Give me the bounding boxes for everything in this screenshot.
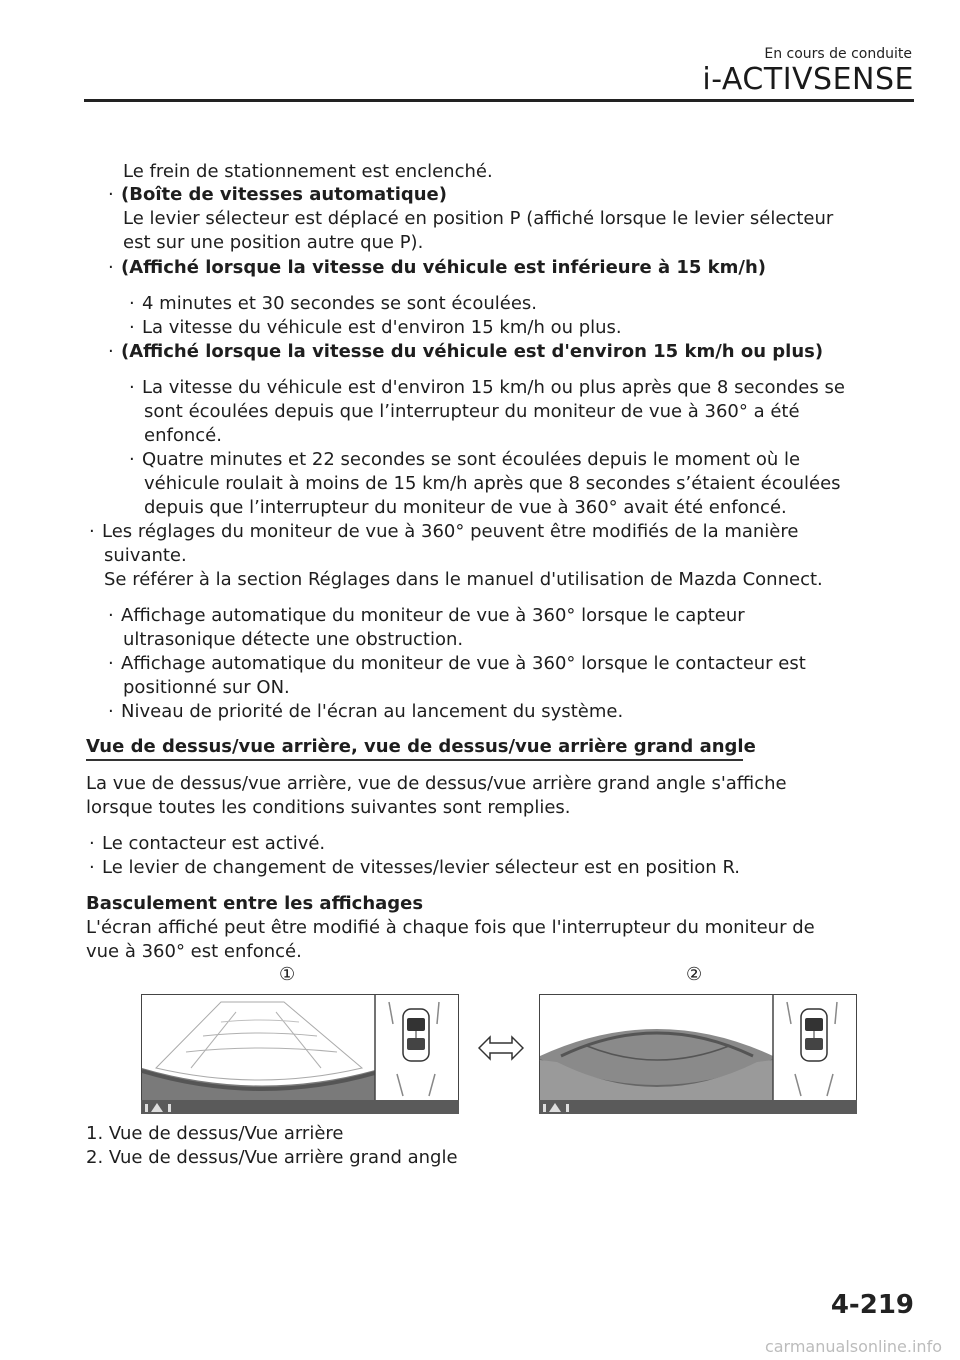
section-heading: i-ACTIVSENSE xyxy=(702,62,914,97)
bullet-item xyxy=(108,340,823,363)
bullet-dot: · xyxy=(108,184,114,205)
body-line: Se référer à la section Réglages dans le manuel d'utilisation de Mazda Connect. xyxy=(104,569,823,590)
sub-bullet-item xyxy=(108,652,806,675)
bullet-text: La vitesse du véhicule est d'environ 15 km/h ou plus après que 8 secondes se xyxy=(142,377,845,398)
car-top-view-icon xyxy=(801,1009,827,1061)
body-line: ultrasonique détecte une obstruction. xyxy=(123,629,464,650)
bullet-dot: · xyxy=(108,257,114,278)
callout-1: ① xyxy=(279,964,296,985)
body-line: positionné sur ON. xyxy=(123,677,290,698)
screen-top-wide-rear-view xyxy=(539,994,857,1114)
bullet-text: La vitesse du véhicule est d'environ 15 km/h ou plus. xyxy=(142,317,622,338)
sub-bullet-item xyxy=(129,292,537,315)
bullet-dot: · xyxy=(129,377,135,398)
body-line: suivante. xyxy=(104,545,187,566)
bullet-text: (Affiché lorsque la vitesse du véhicule est d'environ 15 km/h ou plus) xyxy=(121,341,824,362)
bullet-dot: · xyxy=(129,293,135,314)
bullet-item xyxy=(108,256,766,279)
body-line: vue à 360° est enfoncé. xyxy=(86,941,302,962)
bullet-dot: · xyxy=(108,341,114,362)
bullet-dot: · xyxy=(108,605,114,626)
double-arrow-icon xyxy=(478,1035,524,1061)
body-line: est sur une position autre que P). xyxy=(123,232,424,253)
bullet-dot: · xyxy=(108,653,114,674)
body-line: Le frein de stationnement est enclenché. xyxy=(123,161,493,182)
bullet-item xyxy=(89,520,798,543)
bullet-text: Niveau de priorité de l'écran au lancement du système. xyxy=(121,701,624,722)
body-line: lorsque toutes les conditions suivantes sont remplies. xyxy=(86,797,571,818)
bullet-text: Le contacteur est activé. xyxy=(102,833,326,854)
bullet-text: Le levier de changement de vitesses/levier sélecteur est en position R. xyxy=(102,857,741,878)
sub-bullet-item xyxy=(129,448,800,471)
bullet-dot: · xyxy=(89,833,95,854)
bullet-text: (Affiché lorsque la vitesse du véhicule est inférieure à 15 km/h) xyxy=(121,257,767,278)
sub-bullet-item xyxy=(108,604,745,627)
bullet-dot: · xyxy=(89,521,95,542)
bullet-item xyxy=(89,832,325,855)
bullet-text: Affichage automatique du moniteur de vue à 360° lorsque le contacteur est xyxy=(121,653,806,674)
bullet-dot: · xyxy=(108,701,114,722)
body-line: Le levier sélecteur est déplacé en position P (affiché lorsque le levier sélecteur xyxy=(123,208,834,229)
page-number: 4-219 xyxy=(830,1290,914,1320)
bullet-text: (Boîte de vitesses automatique) xyxy=(121,184,447,205)
bullet-text: Les réglages du moniteur de vue à 360° peuvent être modifiés de la manière xyxy=(102,521,799,542)
screen-top-rear-view xyxy=(141,994,459,1114)
body-line: sont écoulées depuis que l’interrupteur du moniteur de vue à 360° a été xyxy=(144,401,800,422)
bullet-dot: · xyxy=(129,449,135,470)
bullet-dot: · xyxy=(89,857,95,878)
body-line: depuis que l’interrupteur du moniteur de vue à 360° avait été enfoncé. xyxy=(144,497,787,518)
bullet-dot: · xyxy=(129,317,135,338)
figure-caption-1: 1. Vue de dessus/Vue arrière xyxy=(86,1123,344,1144)
bullet-text: Quatre minutes et 22 secondes se sont écoulées depuis le moment où le xyxy=(142,449,801,470)
body-line: véhicule roulait à moins de 15 km/h après que 8 secondes s’étaient écoulées xyxy=(144,473,841,494)
sub-bullet-item xyxy=(129,376,845,399)
sub-bullet-item xyxy=(129,316,622,339)
watermark: carmanualsonline.info xyxy=(764,1337,942,1356)
figure-caption-2: 2. Vue de dessus/Vue arrière grand angle xyxy=(86,1147,458,1168)
body-line: L'écran affiché peut être modifié à chaque fois que l'interrupteur du moniteur de xyxy=(86,917,815,938)
bullet-text: 4 minutes et 30 secondes se sont écoulées. xyxy=(142,293,537,314)
header-rule xyxy=(84,99,914,102)
paragraph-heading: Basculement entre les affichages xyxy=(86,893,424,914)
bullet-text: Affichage automatique du moniteur de vue à 360° lorsque le capteur xyxy=(121,605,745,626)
sub-bullet-item xyxy=(108,700,623,723)
subsection-title: Vue de dessus/vue arrière, vue de dessus/vue arrière grand angle xyxy=(86,736,756,757)
bullet-item xyxy=(108,183,447,206)
bullet-item xyxy=(89,856,740,879)
car-top-view-icon xyxy=(403,1009,429,1061)
callout-2: ② xyxy=(686,964,703,985)
body-line: enfoncé. xyxy=(144,425,222,446)
subsection-underline xyxy=(86,759,743,761)
body-line: La vue de dessus/vue arrière, vue de dessus/vue arrière grand angle s'affiche xyxy=(86,773,787,794)
chapter-label: En cours de conduite xyxy=(764,46,912,62)
